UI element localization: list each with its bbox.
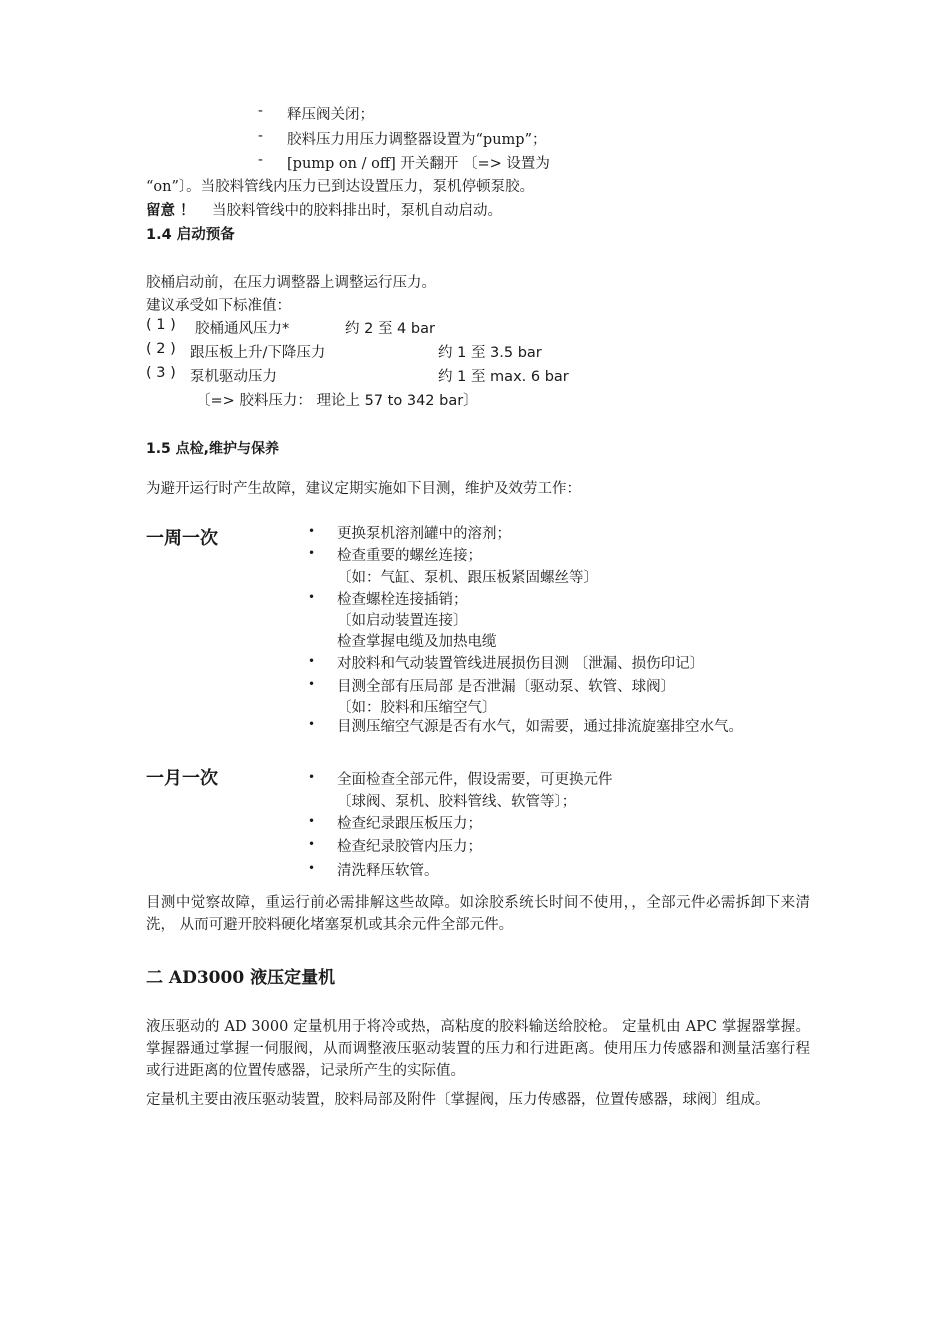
weekly-item: 目测全部有压局部 是否泄漏〔驱动泵、软管、球阀〕 <box>337 679 676 695</box>
bullet: • <box>308 677 316 691</box>
pressure-label: 胶桶通风压力* <box>195 321 290 337</box>
note-label: 留意 ！ <box>146 202 195 219</box>
bullet: • <box>308 546 316 560</box>
weekly-item-detail: 〔如启动装置连接〕 <box>337 613 468 629</box>
weekly-item: 目测压缩空气源是否有水气，如需要，通过排流旋塞排空水气。 <box>337 719 743 735</box>
list-dash: - <box>258 152 263 168</box>
list-dash: - <box>258 103 263 119</box>
section-1-5-intro: 为避开运行时产生故障，建议定期实施如下目测，维护及效劳工作： <box>146 481 581 497</box>
weekly-item-detail: 检查掌握电缆及加热电缆 <box>337 634 497 650</box>
bullet: • <box>308 770 316 784</box>
pressure-label: 泵机驱动压力 <box>190 369 277 385</box>
pressure-num: ( 2 ) <box>146 341 176 357</box>
weekly-heading: 一周一次 <box>146 528 218 549</box>
monthly-item: 检查纪录跟压板压力； <box>337 816 482 832</box>
monthly-item: 检查纪录胶管内压力； <box>337 839 482 855</box>
pressure-value: 约 1 至 3.5 bar <box>438 345 542 361</box>
release-continuation: “on”〕。当胶料管线内压力已到达设置压力，泵机停顿泵胶。 <box>146 179 535 195</box>
bullet: • <box>308 654 316 668</box>
monthly-item-detail: 〔球阀、泵机、胶料管线、软管等〕； <box>337 794 577 810</box>
release-item-2: 胶料压力用压力调整器设置为“pump”； <box>287 132 547 148</box>
bullet: • <box>308 814 316 828</box>
monthly-item: 清洗释压软管。 <box>337 863 439 879</box>
chapter-2-title: 二 AD3000 液压定量机 <box>146 968 336 988</box>
pressure-label: 跟压板上升/下降压力 <box>190 345 326 361</box>
bullet: • <box>308 861 316 875</box>
list-dash: - <box>258 128 263 144</box>
section-1-5-title: 1.5 点检,维护与保养 <box>146 441 279 457</box>
monthly-item: 全面检查全部元件，假设需要，可更换元件 <box>337 772 613 788</box>
glue-pressure-note: 〔=> 胶料压力： 理论上 57 to 342 bar〕 <box>196 393 478 409</box>
note-text: 当胶料管线中的胶料排出时，泵机自动启动。 <box>212 203 502 219</box>
weekly-item: 更换泵机溶剂罐中的溶剂； <box>337 526 511 542</box>
chapter-2-para: 定量机主要由液压驱动装置，胶料局部及附件〔掌握阀，压力传感器，位置传感器，球阀〕组成。 <box>146 1092 770 1108</box>
section-1-4-title: 1.4 启动预备 <box>146 227 235 243</box>
weekly-item: 对胶料和气动装置管线进展损伤目测 〔泄漏、损伤印记〕 <box>337 656 705 672</box>
section-1-4-para: 胶桶启动前，在压力调整器上调整运行压力。 <box>146 275 436 291</box>
bullet: • <box>308 590 316 604</box>
release-item-3: [pump on / off] 开关翻开 〔=> 设置为 <box>287 156 550 172</box>
bullet: • <box>308 524 316 538</box>
monthly-heading: 一月一次 <box>146 768 218 789</box>
bullet: • <box>308 717 316 731</box>
weekly-item-detail: 〔如：气缸、泵机、跟压板紧固螺丝等〕 <box>337 570 598 586</box>
chapter-2-para: 液压驱动的 AD 3000 定量机用于将冷或热，高粘度的胶料输送给胶枪。 定量机由 APC 掌握器掌握。掌握器通过掌握一伺服阀，从而调整液压驱动装置的压力和行进距离。使用压力传感器和测量活塞行程或行进距离的位置传感器，记录所产生的实际值。 <box>146 1019 810 1079</box>
release-item-1: 释压阀关闭； <box>287 107 374 123</box>
pressure-num: ( 1 ) <box>146 317 176 333</box>
weekly-item: 检查螺栓连接插销； <box>337 592 468 608</box>
pressure-num: ( 3 ) <box>146 365 176 381</box>
pressure-value: 约 2 至 4 bar <box>345 321 435 337</box>
weekly-item-detail: 〔如：胶料和压缩空气〕 <box>337 700 497 716</box>
bullet: • <box>308 837 316 851</box>
fault-paragraph: 目测中觉察故障，重运行前必需排解这些故障。如涂胶系统长时间不使用，，全部元件必需拆卸下来清洗， 从而可避开胶料硬化堵塞泵机或其余元件全部元件。 <box>146 895 810 933</box>
weekly-item: 检查重要的螺丝连接； <box>337 548 482 564</box>
section-1-4-para: 建议承受如下标准值： <box>146 298 291 314</box>
pressure-value: 约 1 至 max. 6 bar <box>438 369 569 385</box>
